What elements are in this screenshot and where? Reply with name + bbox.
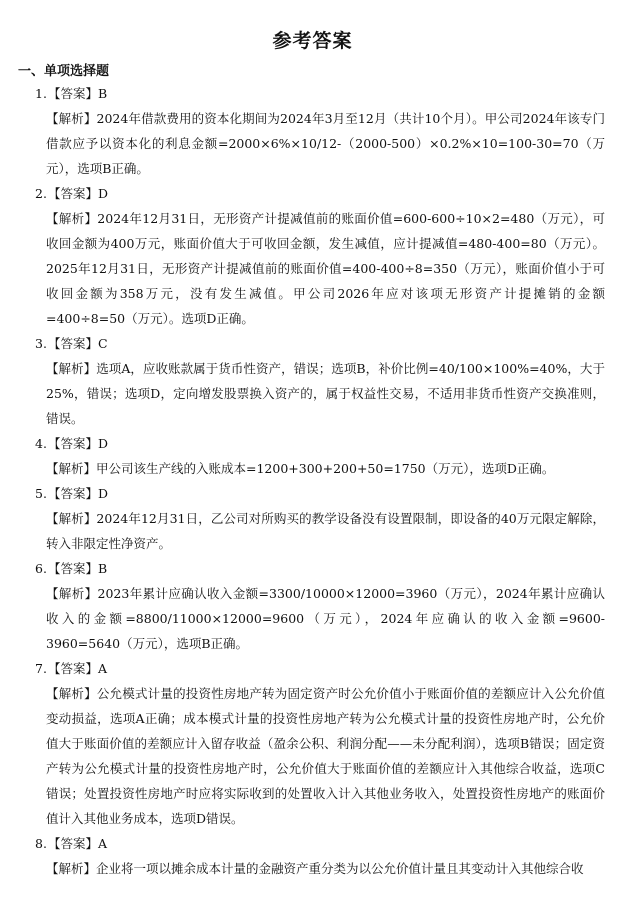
explanation-text: 【解析】企业将一项以摊余成本计量的金融资产重分类为以公允价值计量且其变动计入其他综合收 bbox=[46, 861, 584, 876]
answer-line bbox=[0, 556, 625, 581]
answer-line bbox=[0, 81, 625, 106]
explanation-text: 【解析】2024年借款费用的资本化期间为2024年3月至12月（共计10个月）。甲公司2024年该专门借款应予以资本化的利息金额=2000×6%×10/12-（2000-500）×0.2%×10=100-30=70（万元），选项B正确。 bbox=[46, 111, 605, 176]
answer-line bbox=[0, 431, 625, 456]
answer-text: 【答案】B bbox=[48, 561, 108, 576]
answer-line bbox=[0, 181, 625, 206]
question-item bbox=[0, 81, 625, 181]
question-number: 3. bbox=[35, 336, 47, 351]
question-number: 1. bbox=[35, 86, 47, 101]
answer-text: 【答案】C bbox=[48, 336, 108, 351]
question-number: 6. bbox=[35, 561, 47, 576]
explanation-text: 【解析】公允模式计量的投资性房地产转为固定资产时公允价值小于账面价值的差额应计入公允价值变动损益，选项A正确；成本模式计量的投资性房地产转为公允模式计量的投资性房地产时，公允价值大于账面价值的差额应计入留存收益（盈余公积、利润分配——未分配利润），选项B错误；固定资产转为公允模式计量的投资性房地产时，公允价值大于账面价值的差额应计入其他综合收益，选项C错误；处置投资性房地产时应将实际收到的处置收入计入其他业务收入，处置投资性房地产的账面价值计入其他业务成本，选项D错误。 bbox=[46, 686, 605, 826]
question-item bbox=[0, 181, 625, 331]
answer-text: 【答案】D bbox=[48, 436, 109, 451]
answer-text: 【答案】A bbox=[48, 661, 108, 676]
question-item bbox=[0, 431, 625, 481]
question-number: 7. bbox=[35, 661, 47, 676]
answer-text: 【答案】D bbox=[48, 486, 109, 501]
question-number: 2. bbox=[35, 186, 47, 201]
answer-line bbox=[0, 481, 625, 506]
explanation-text: 【解析】2024年12月31日，乙公司对所购买的教学设备没有设置限制，即设备的40万元限定解除，转入非限定性净资产。 bbox=[46, 511, 605, 551]
answer-text: 【答案】A bbox=[48, 836, 108, 851]
question-item bbox=[0, 556, 625, 656]
answer-text: 【答案】B bbox=[48, 86, 108, 101]
question-item bbox=[0, 481, 625, 556]
answer-line bbox=[0, 831, 625, 856]
question-number: 4. bbox=[35, 436, 47, 451]
question-number: 5. bbox=[35, 486, 47, 501]
explanation-text: 【解析】2023年累计应确认收入金额=3300/10000×12000=3960（万元），2024年累计应确认收入的金额=8800/11000×12000=9600（万元），2024年应确认的收入金额=9600-3960=5640（万元），选项B正确。 bbox=[46, 586, 605, 651]
explanation-text: 【解析】2024年12月31日，无形资产计提减值前的账面价值=600-600÷10×2=480（万元），可收回金额为400万元，账面价值大于可收回金额，发生减值，应计提减值=480-400=80（万元）。2025年12月31日，无形资产计提减值前的账面价值=400-400÷8=350（万元），账面价值小于可收回金额为358万元，没有发生减值。甲公司2026年应对该项无形资产计提摊销的金额=400÷8=50（万元）。选项D正确。 bbox=[46, 211, 605, 326]
question-number: 8. bbox=[35, 836, 47, 851]
section-heading: 一、单项选择题 bbox=[18, 64, 110, 79]
answer-line bbox=[0, 656, 625, 681]
question-item bbox=[0, 656, 625, 831]
question-list bbox=[0, 81, 625, 881]
question-item bbox=[0, 331, 625, 431]
page-title: 参考答案 bbox=[272, 30, 353, 52]
answer-line bbox=[0, 331, 625, 356]
question-item bbox=[0, 831, 625, 881]
explanation-text: 【解析】甲公司该生产线的入账成本=1200+300+200+50=1750（万元），选项D正确。 bbox=[46, 461, 555, 476]
explanation-text: 【解析】选项A，应收账款属于货币性资产，错误；选项B，补价比例=40/100×100%=40%，大于25%，错误；选项D，定向增发股票换入资产的，属于权益性交易，不适用非货币性资产交换准则，错误。 bbox=[46, 361, 605, 426]
answer-text: 【答案】D bbox=[48, 186, 109, 201]
